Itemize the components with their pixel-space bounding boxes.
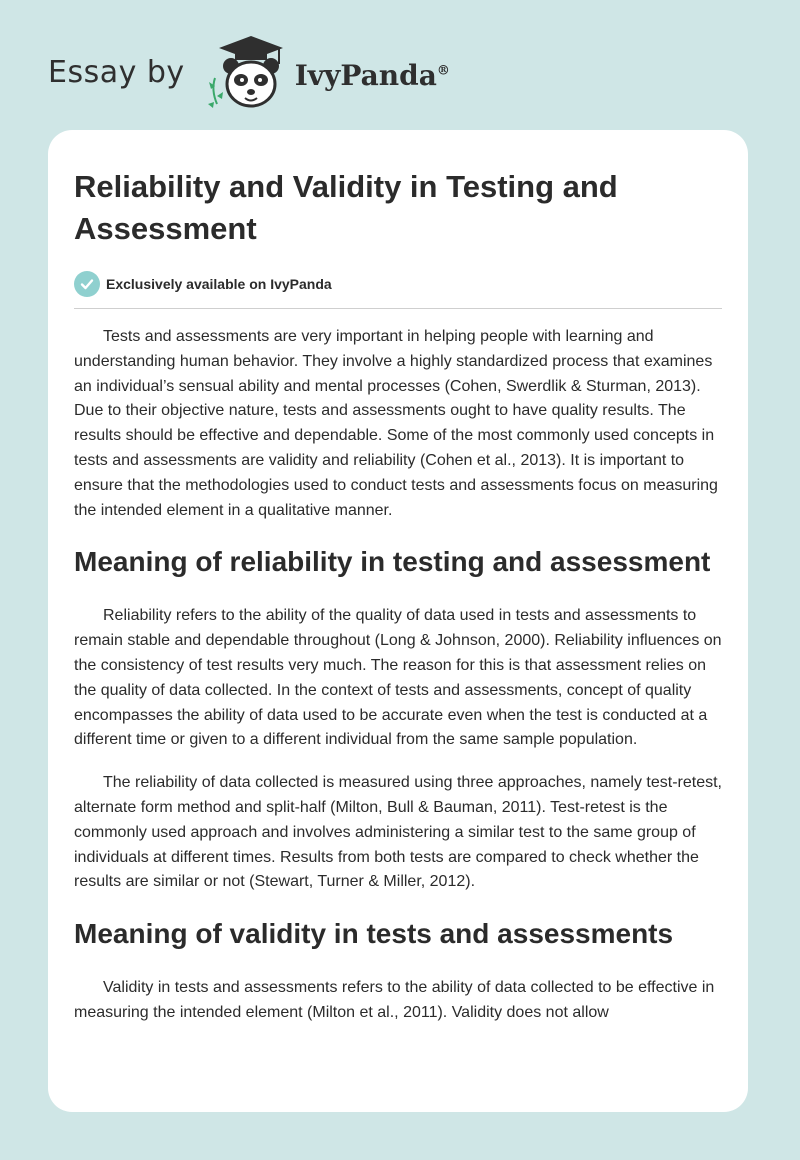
essay-by-label: Essay by <box>48 54 185 90</box>
paragraph-reliability-2: The reliability of data collected is measured using three approaches, namely test-retest, alternate form method and split-half (Milton, Bull & Bauman, 2011). Test-retest is the commonly used approach and involves administering a similar test to the same group of individuals at different times. Results from both tests are compared to check whether the results are similar or not (Stewart, Turner & Miller, 2012). <box>74 774 722 891</box>
section-heading-validity: Meaning of validity in tests and assessments <box>74 918 674 950</box>
paragraph-intro: Tests and assessments are very important in helping people with learning and understanding human behavior. They involve a highly standardized process that examines an individual’s sensual ability and mental processes (Cohen, Swerdlik & Sturman, 2013). Due to their objective nature, tests and assessments ought to have quality results. The results should be effective and dependable. Some of the most commonly used concepts in tests and assessments are validity and reliability (Cohen et al., 2013). It is important to ensure that the methodologies used to conduct tests and assessments focus on measuring the intended element in a qualitative manner. <box>74 328 718 519</box>
essay-title: Reliability and Validity in Testing and Assessment <box>74 169 618 246</box>
section-heading-reliability: Meaning of reliability in testing and assessment <box>74 546 711 578</box>
ivypanda-logo-icon[interactable] <box>201 30 291 114</box>
exclusive-badge <box>74 270 722 298</box>
paragraph-validity-1: Validity in tests and assessments refers to the ability of data collected to be effective in measuring the intended element (Milton et al., 2011). Validity does not allow <box>74 979 715 1021</box>
check-icon <box>74 271 100 297</box>
divider <box>74 308 722 309</box>
essay-card <box>48 130 748 1112</box>
site-header <box>48 30 450 114</box>
paragraph-reliability-1: Reliability refers to the ability of the quality of data used in tests and assessments to remain stable and dependable throughout (Long & Johnson, 2000). Reliability influences on the consistency of test results very much. The reason for this is that assessment relies on the quality of data collected. In the context of tests and assessments, concept of quality encompasses the ability of data used to be accurate even when the test is conducted at a different time or given to a different individual from the same sample population. <box>74 607 722 749</box>
brand-name[interactable]: IvyPanda® <box>294 58 450 92</box>
exclusive-badge-label: Exclusively available on IvyPanda <box>106 276 332 292</box>
